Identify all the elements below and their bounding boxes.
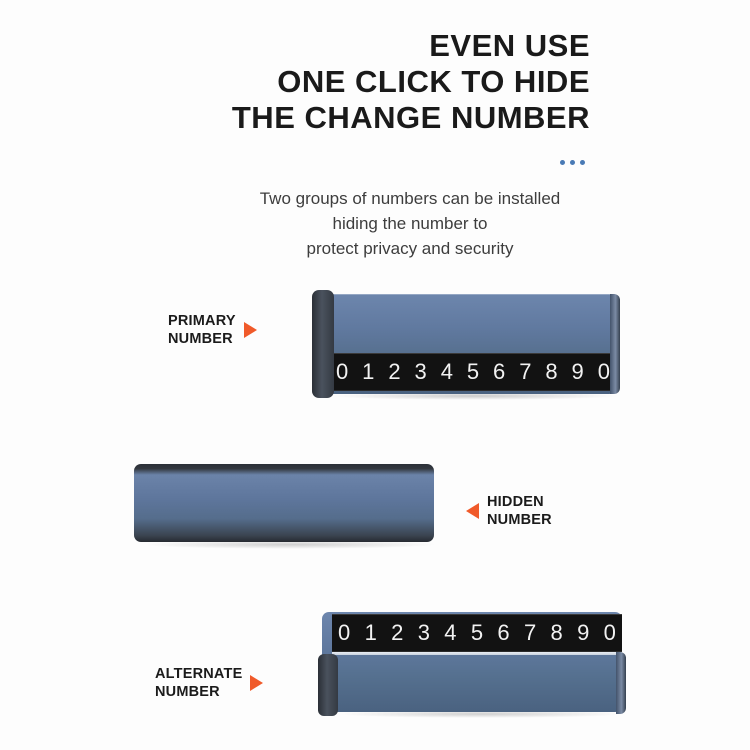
headline-line-1: EVEN USE bbox=[429, 28, 590, 63]
subcopy-block bbox=[200, 186, 620, 261]
callout-alternate-number bbox=[155, 665, 263, 701]
subcopy-line-1: Two groups of numbers can be installed bbox=[259, 189, 561, 208]
callout-hidden-number bbox=[466, 493, 552, 529]
digit: 8 bbox=[550, 620, 563, 645]
digit: 0 bbox=[597, 359, 610, 384]
digit: 0 bbox=[338, 620, 351, 645]
digit: 7 bbox=[523, 620, 537, 645]
digit: 0 bbox=[603, 620, 616, 645]
digit: 9 bbox=[571, 359, 584, 384]
digit: 9 bbox=[577, 620, 590, 645]
plate-left-endcap bbox=[312, 290, 334, 398]
digit: 2 bbox=[391, 620, 404, 645]
device-hidden-number-plate bbox=[134, 464, 434, 542]
digit: 2 bbox=[388, 359, 401, 384]
digit: 3 bbox=[417, 620, 430, 645]
subcopy-line-3: protect privacy and security bbox=[306, 239, 514, 258]
digit: 4 bbox=[444, 620, 457, 645]
digit: 3 bbox=[414, 359, 427, 384]
subcopy-line-2: hiding the number to bbox=[332, 214, 488, 233]
digit: 7 bbox=[519, 359, 532, 384]
callout-alternate-text bbox=[155, 665, 242, 701]
plate-body-closed bbox=[134, 464, 434, 542]
digit: 5 bbox=[466, 359, 480, 384]
digit: 1 bbox=[364, 620, 377, 645]
device-alternate-number-plate bbox=[322, 612, 622, 712]
digit: 8 bbox=[545, 359, 558, 384]
headline-block bbox=[70, 28, 590, 136]
digit: 4 bbox=[440, 359, 453, 384]
callout-alternate-line-2: NUMBER bbox=[155, 684, 220, 700]
callout-primary-text bbox=[168, 312, 236, 348]
plate-left-endcap bbox=[318, 654, 338, 716]
digit: 1 bbox=[362, 359, 375, 384]
callout-hidden-text bbox=[487, 493, 552, 529]
decorative-dots-icon bbox=[560, 160, 585, 165]
callout-hidden-line-1: HIDDEN bbox=[487, 494, 544, 510]
primary-number-strip bbox=[330, 353, 616, 391]
callout-primary-line-2: NUMBER bbox=[168, 331, 233, 347]
callout-hidden-line-2: NUMBER bbox=[487, 512, 552, 528]
plate-right-endcap bbox=[610, 294, 620, 394]
plate-right-endcap bbox=[418, 461, 440, 545]
arrow-right-icon bbox=[250, 675, 263, 691]
callout-primary-line-1: PRIMARY bbox=[168, 313, 236, 329]
callout-alternate-line-1: ALTERNATE bbox=[155, 666, 243, 682]
arrow-left-icon bbox=[466, 503, 479, 519]
digit: 0 bbox=[336, 359, 349, 384]
digit: 6 bbox=[497, 620, 510, 645]
arrow-right-icon bbox=[244, 322, 257, 338]
plate-right-endcap bbox=[616, 652, 626, 714]
device-primary-number-plate bbox=[316, 294, 616, 394]
plate-divider bbox=[332, 652, 622, 655]
digit: 6 bbox=[493, 359, 506, 384]
callout-primary-number bbox=[168, 312, 257, 348]
headline-line-3: THE CHANGE NUMBER bbox=[231, 100, 590, 135]
digit: 5 bbox=[470, 620, 484, 645]
headline-line-2: ONE CLICK TO HIDE bbox=[277, 64, 590, 99]
alternate-number-strip bbox=[332, 614, 622, 652]
